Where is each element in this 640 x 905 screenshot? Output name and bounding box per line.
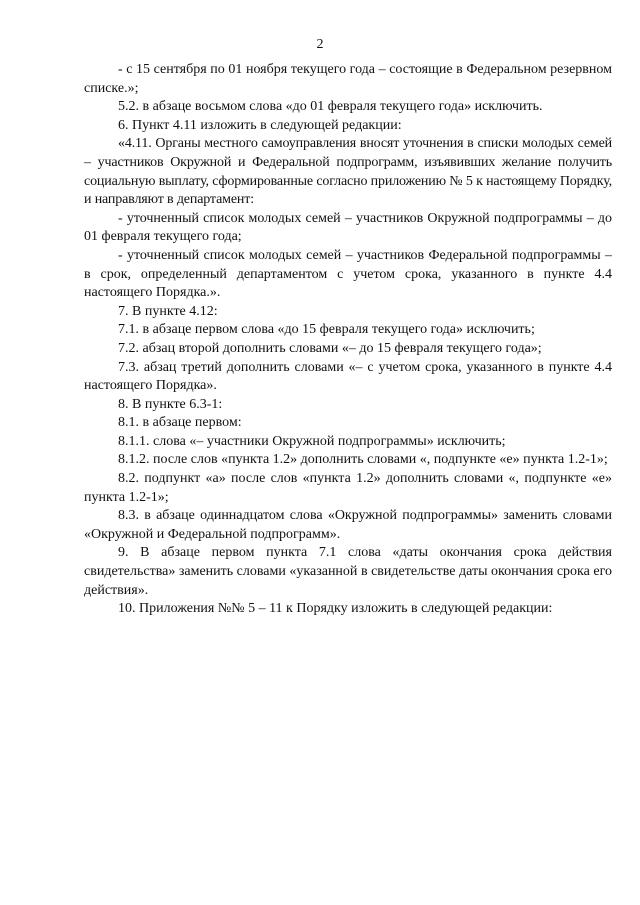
page-number: 2 [316,37,324,52]
paragraph-5-2: 5.2. в абзаце восьмом слова «до 01 февраля текущего года» исключить. [118,99,543,115]
paragraph-4-11: «4.11. Органы местного самоуправления вносят уточнения в списки молодых семей – участников Окружной и Федеральной подпрограмм, изъявивших желание получить социальную выплату, сформированные согласно приложению № 5 к настоящему Порядку, и направляют в департамент: [84,136,612,208]
paragraph-8: 8. В пункте 6.3-1: [118,396,223,412]
paragraph-7: 7. В пункте 4.12: [118,303,218,319]
paragraph-7-3: 7.3. абзац третий дополнить словами «– с учетом срока, указанного в пункте 4.4 настоящего Порядка». [84,359,612,394]
paragraph-8-1-2: 8.1.2. после слов «пункта 1.2» дополнить словами «, подпункте «е» пункта 1.2-1»; [118,452,608,468]
document-body [84,61,612,619]
paragraph-7-2: 7.2. абзац второй дополнить словами «– до 15 февраля текущего года»; [118,340,542,356]
paragraph-10: 10. Приложения №№ 5 – 11 к Порядку изложить в следующей редакции: [118,601,553,617]
paragraph-8-2: 8.2. подпункт «а» после слов «пункта 1.2» дополнить словами «, подпункте «е» пункта 1.2-1»; [84,471,612,505]
paragraph-6: 6. Пункт 4.11 изложить в следующей редакции: [118,117,402,133]
paragraph-8-3: 8.3. в абзаце одиннадцатом слова «Окружной подпрограммы» заменить словами «Окружной и Федеральной подпрограмм». [84,508,612,542]
paragraph-7-1: 7.1. в абзаце первом слова «до 15 февраля текущего года» исключить; [118,322,535,338]
paragraph-8-1-1: 8.1.1. слова «– участники Окружной подпрограммы» исключить; [118,433,506,449]
paragraph-8-1: 8.1. в абзаце первом: [118,415,242,431]
paragraph-9: 9. В абзаце первом пункта 7.1 слова «даты окончания срока действия свидетельства» заменить словами «указанной в свидетельстве даты окончания срока его действия». [84,545,612,598]
paragraph-list-okruzhnoy: - уточненный список молодых семей – участников Окружной подпрограммы – до 01 февраля текущего года; [84,210,612,245]
paragraph-federal-reserve-list: - с 15 сентября по 01 ноября текущего года – состоящие в Федеральном резервном списке.»; [84,62,612,96]
paragraph-list-federalnoy: - уточненный список молодых семей – участников Федеральной подпрограммы – в срок, определенный департаментом с учетом срока, указанного в пункте 4.4 настоящего Порядка.». [84,247,612,301]
